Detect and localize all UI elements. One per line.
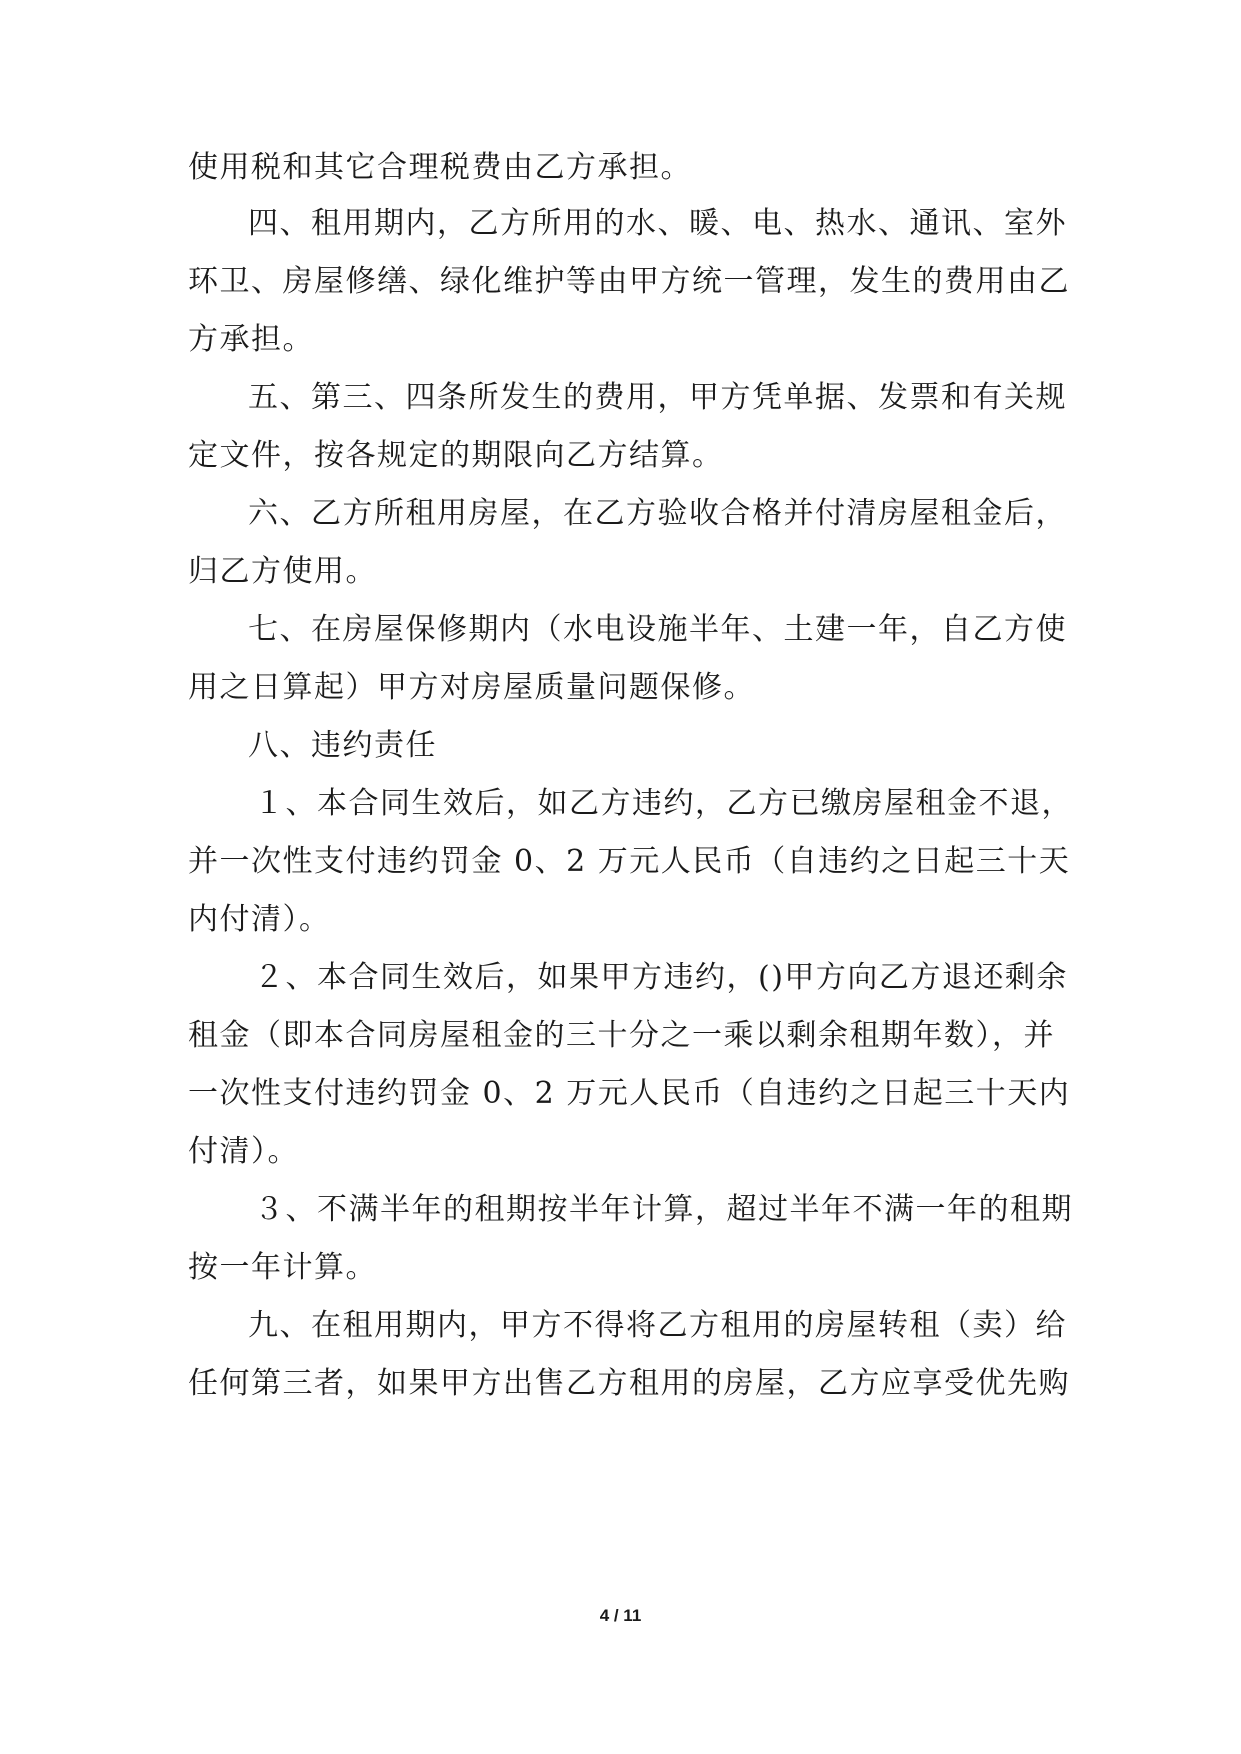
text-line: 环卫、房屋修缮、绿化维护等由甲方统一管理，发生的费用由乙 (188, 264, 1070, 299)
text-line: 定文件，按各规定的期限向乙方结算。 (188, 438, 724, 473)
text-line: 租金（即本合同房屋租金的三十分之一乘以剩余租期年数），并 (188, 1018, 1055, 1053)
text-line: 按一年计算。 (188, 1250, 377, 1285)
text-line: 并一次性支付违约罚金 0、2 万元人民币（自违约之日起三十天 (188, 844, 1071, 879)
text-line: 使用税和其它合理税费由乙方承担。 (188, 150, 692, 185)
text-line: ２、本合同生效后，如果甲方违约，()甲方向乙方退还剩余 (254, 960, 1068, 995)
text-line: 七、在房屋保修期内（水电设施半年、土建一年，自乙方使 (248, 612, 1067, 647)
text-line: 任何第三者，如果甲方出售乙方租用的房屋，乙方应享受优先购 (188, 1366, 1070, 1401)
text-line: 五、第三、四条所发生的费用，甲方凭单据、发票和有关规 (248, 380, 1067, 415)
text-line: 八、违约责任 (248, 728, 437, 763)
text-line: 付清）。 (188, 1134, 299, 1169)
text-line: 归乙方使用。 (188, 554, 377, 589)
text-line: １、本合同生效后，如乙方违约，乙方已缴房屋租金不退， (254, 786, 1073, 821)
text-line: 九、在租用期内，甲方不得将乙方租用的房屋转租（卖）给 (248, 1308, 1067, 1343)
text-line: ３、不满半年的租期按半年计算，超过半年不满一年的租期 (254, 1192, 1073, 1227)
text-line: 方承担。 (188, 322, 314, 357)
text-line: 一次性支付违约罚金 0、2 万元人民币（自违约之日起三十天内 (188, 1076, 1071, 1111)
text-line: 用之日算起）甲方对房屋质量问题保修。 (188, 670, 755, 705)
text-line: 内付清）。 (188, 902, 331, 937)
text-line: 四、租用期内，乙方所用的水、暖、电、热水、通讯、室外 (248, 206, 1067, 241)
page-number: 4 / 11 (599, 1606, 642, 1625)
text-line: 六、乙方所租用房屋，在乙方验收合格并付清房屋租金后， (248, 496, 1067, 531)
